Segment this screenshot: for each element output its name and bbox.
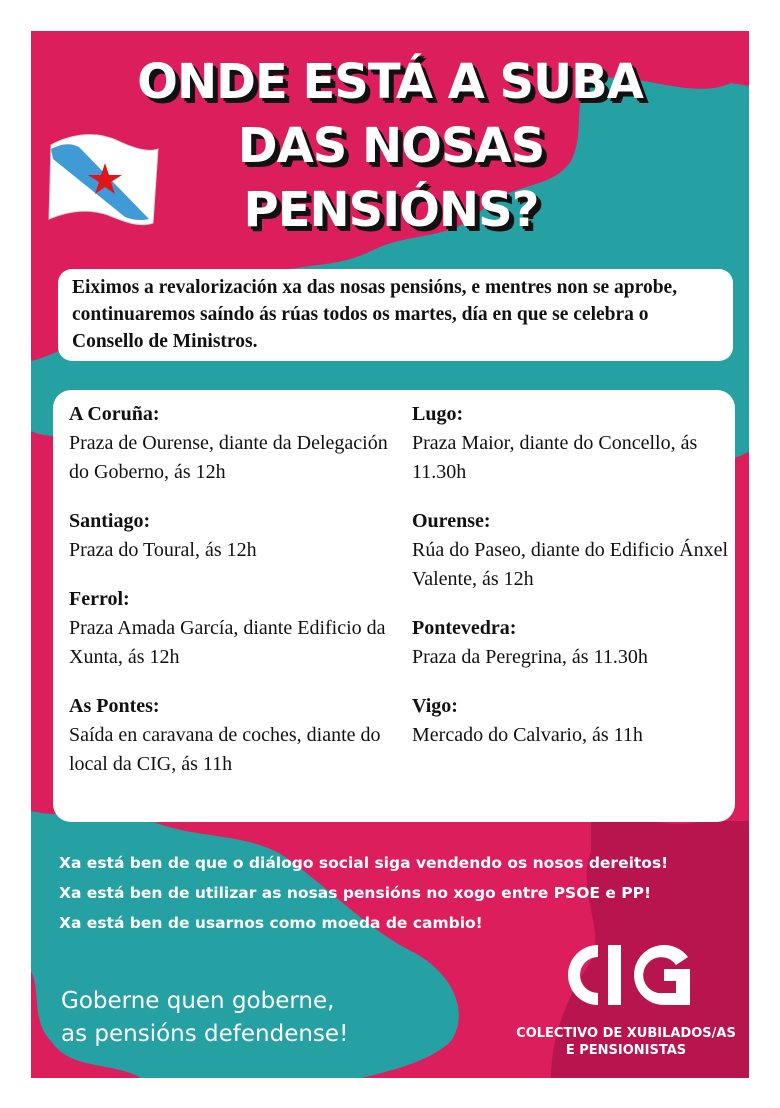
location-item [69,692,389,779]
intro-text: Eiximos a revalorización xa das nosas pensións, e mentres non se aprobe, continuaremos saíndo ás rúas todos os martes, día en que se celebra o Consello de Ministros. [72,277,678,352]
location-item [412,614,732,672]
slogan-line: Xa está ben de que o diálogo social siga vendendo os nosos dereitos! [59,854,669,872]
location-name: Santiago: [69,510,151,532]
location-item [412,400,732,487]
location-detail: Saída en caravana de coches, diante do local da CIG, ás 11h [69,724,381,775]
slogan-line: Xa está ben de utilizar as nosas pensións no xogo entre PSOE e PP! [59,884,652,902]
location-item [69,400,389,487]
location-item [412,507,732,594]
location-detail: Mercado do Calvario, ás 11h [412,724,643,746]
location-item [69,585,389,672]
headline-line3: PENSIÓNS? [243,182,539,238]
locations-right-column [412,400,732,770]
cig-logo [564,939,694,1011]
location-item [69,507,389,565]
location-name: Lugo: [412,403,464,425]
logo-subtitle [511,1025,741,1059]
location-name: Ourense: [412,510,491,532]
location-name: As Pontes: [69,695,160,717]
location-name: A Coruña: [69,403,160,425]
logo-subtitle-line2: E PENSIONISTAS [565,1043,687,1058]
location-detail: Praza da Peregrina, ás 11.30h [412,646,648,668]
location-detail: Rúa do Paseo, diante do Edificio Ánxel Valente, ás 12h [412,539,729,590]
intro-text-box [58,269,733,361]
location-detail: Praza de Ourense, diante da Delegación do Goberno, ás 12h [69,432,388,483]
logo-subtitle-line1: COLECTIVO DE XUBILADOS/AS [516,1026,736,1041]
closing-message [61,985,421,1051]
locations-box [53,390,735,822]
slogans [59,848,739,938]
location-detail: Praza do Toural, ás 12h [69,539,257,561]
poster [31,31,749,1078]
location-name: Pontevedra: [412,617,517,639]
location-detail: Praza Maior, diante do Concello, ás 11.30h [412,432,698,483]
galician-flag-icon [43,123,161,233]
headline-line1: ONDE ESTÁ A SUBA [137,54,643,110]
location-item [412,692,732,750]
location-name: Ferrol: [69,588,130,610]
closing-line2: as pensións defendense! [61,1021,349,1047]
locations-left-column [69,400,389,799]
headline-line2: DAS NOSAS [237,118,545,174]
location-detail: Praza Amada García, diante Edificio da Xunta, ás 12h [69,617,386,668]
closing-line1: Goberne quen goberne, [61,988,335,1014]
location-name: Vigo: [412,695,458,717]
slogan-line: Xa está ben de usarnos como moeda de cambio! [59,914,483,932]
